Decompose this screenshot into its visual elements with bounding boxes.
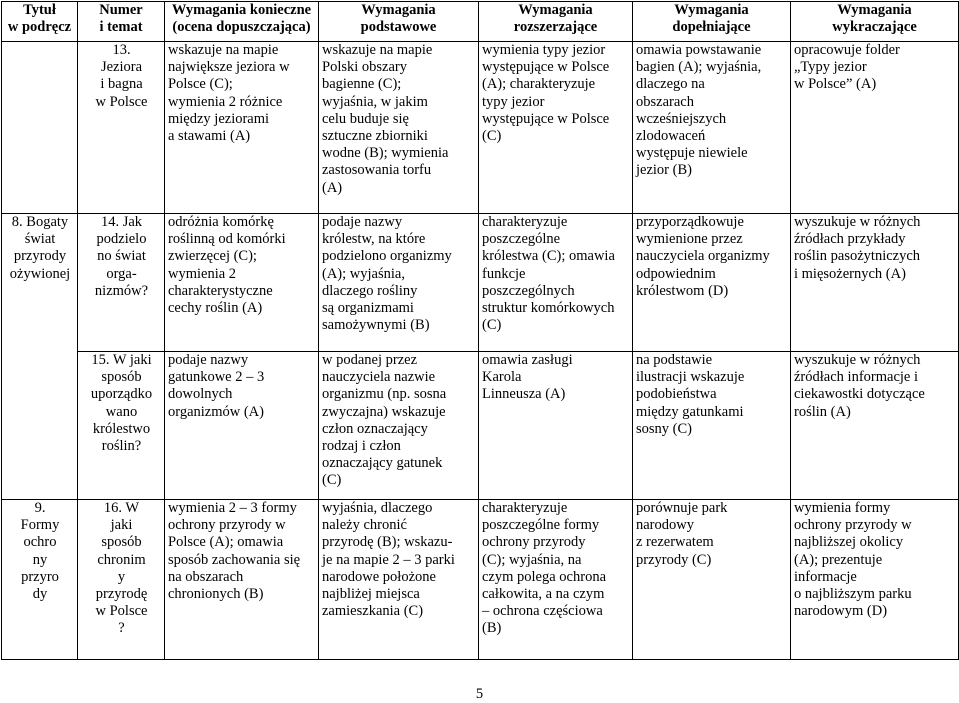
header-konieczne: Wymagania konieczne (ocena dopuszczająca) [165,2,319,42]
konieczne-cell: wskazuje na mapie największe jeziora w Polsce (C); wymienia 2 różnice między jeziorami a stawami (A) [165,42,319,214]
podstawowe-cell: wyjaśnia, dlaczego należy chronić przyrodę (B); wskazu- je na mapie 2 – 3 parki narodowe położone najbliżej miejsca zamieszkania (C) [319,500,479,660]
rozszerzajace-cell: wymienia typy jezior występujące w Polsce (A); charakteryzuje typy jezior występujące w Polsce (C) [479,42,633,214]
podstawowe-cell: wskazuje na mapie Polski obszary bagienne (C); wyjaśnia, w jakim celu buduje się sztuczne zbiorniki wodne (B); wymienia zastosowania torfu (A) [319,42,479,214]
wykraczajace-cell: wyszukuje w różnych źródłach informacje i ciekawostki dotyczące roślin (A) [791,352,959,500]
topic-cell: 13. Jeziora i bagna w Polsce [78,42,165,214]
dopelniajace-cell: przyporządkowuje wymienione przez nauczyciela organizmy odpowiednim królestwom (D) [633,214,791,352]
wykraczajace-cell: opracowuje folder „Typy jezior w Polsce” (A) [791,42,959,214]
konieczne-cell: wymienia 2 – 3 formy ochrony przyrody w Polsce (A); omawia sposób zachowania się na obszarach chronionych (B) [165,500,319,660]
table-row [2,42,959,214]
konieczne-cell: odróżnia komórkę roślinną od komórki zwierzęcej (C); wymienia 2 charakterystyczne cechy roślin (A) [165,214,319,352]
dopelniajace-cell: porównuje park narodowy z rezerwatem przyrody (C) [633,500,791,660]
dopelniajace-cell: na podstawie ilustracji wskazuje podobieństwa między gatunkami sosny (C) [633,352,791,500]
rozszerzajace-cell: omawia zasługi Karola Linneusza (A) [479,352,633,500]
rozszerzajace-cell: charakteryzuje poszczególne formy ochrony przyrody (C); wyjaśnia, na czym polega ochrona całkowita, a na czym – ochrona częściowa (B) [479,500,633,660]
rozszerzajace-cell: charakteryzuje poszczególne królestwa (C); omawia funkcje poszczególnych struktur komórkowych (C) [479,214,633,352]
topic-cell: 14. Jak podzielo no świat orga- nizmów? [78,214,165,352]
table-header-row [2,2,959,42]
wykraczajace-cell: wyszukuje w różnych źródłach przykłady roślin pasożytniczych i mięsożernych (A) [791,214,959,352]
dopelniajace-cell: omawia powstawanie bagien (A); wyjaśnia, dlaczego na obszarach wcześniejszych zlodowaceń występuje niewiele jezior (B) [633,42,791,214]
header-rozszerzajace: Wymagania rozszerzające [479,2,633,42]
section-cell: 8. Bogaty świat przyrody ożywionej [2,214,78,500]
topic-cell: 16. W jaki sposób chronim y przyrodę w Polsce ? [78,500,165,660]
section-cell: 9. Formy ochro ny przyro dy [2,500,78,660]
podstawowe-cell: podaje nazwy królestw, na które podzielono organizmy (A); wyjaśnia, dlaczego rośliny są organizmami samożywnymi (B) [319,214,479,352]
table-row [2,214,959,352]
table-row [2,500,959,660]
wykraczajace-cell: wymienia formy ochrony przyrody w najbliższej okolicy (A); prezentuje informacje o najbliższym parku narodowym (D) [791,500,959,660]
header-title: Tytuł w podręcz [2,2,78,42]
header-wykraczajace: Wymagania wykraczające [791,2,959,42]
requirements-table [1,1,959,660]
page-number: 5 [475,686,484,702]
header-podstawowe: Wymagania podstawowe [319,2,479,42]
topic-cell: 15. W jaki sposób uporządko wano królestwo roślin? [78,352,165,500]
header-dopelniajace: Wymagania dopełniające [633,2,791,42]
podstawowe-cell: w podanej przez nauczyciela nazwie organizmu (np. sosna zwyczajna) wskazuje człon oznaczający rodzaj i człon oznaczający gatunek (C) [319,352,479,500]
table-row [2,352,959,500]
header-topic: Numer i temat [78,2,165,42]
konieczne-cell: podaje nazwy gatunkowe 2 – 3 dowolnych organizmów (A) [165,352,319,500]
section-cell [2,42,78,214]
